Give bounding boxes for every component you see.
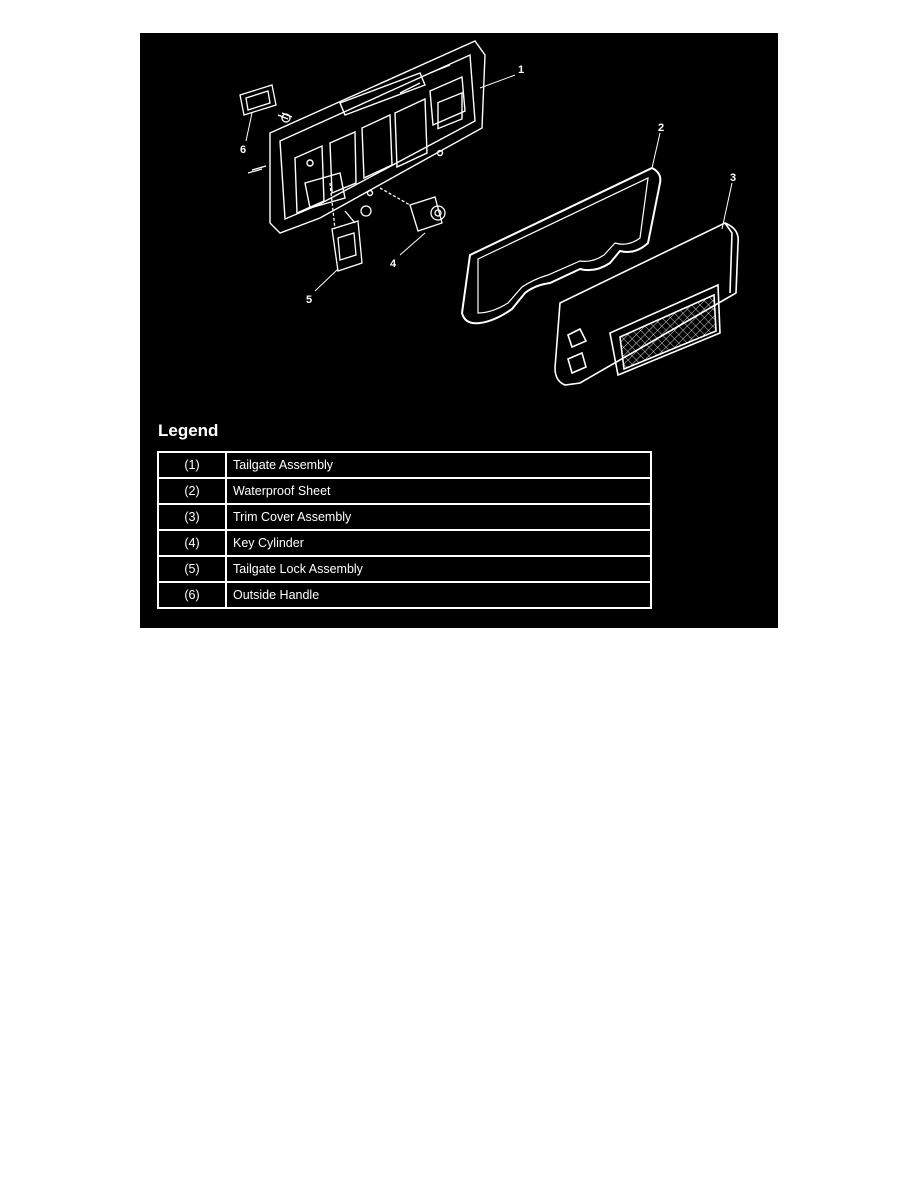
key-cylinder-part <box>380 188 445 231</box>
callout-3: 3 <box>730 172 737 184</box>
legend-row <box>158 504 651 530</box>
legend-label: Waterproof Sheet <box>226 478 651 504</box>
legend-row <box>158 478 651 504</box>
legend-label: Trim Cover Assembly <box>226 504 651 530</box>
legend-label: Tailgate Lock Assembly <box>226 556 651 582</box>
callout-5: 5 <box>306 294 313 306</box>
callout-2: 2 <box>658 122 665 134</box>
legend-row <box>158 556 651 582</box>
legend-number: (1) <box>158 452 226 478</box>
waterproof-sheet-part <box>462 168 660 323</box>
outside-handle-part <box>240 85 292 173</box>
legend-number: (2) <box>158 478 226 504</box>
legend-number: (6) <box>158 582 226 608</box>
callout-4: 4 <box>390 258 397 270</box>
diagram-panel <box>140 33 778 628</box>
callout-6: 6 <box>240 144 247 156</box>
exploded-view-drawing <box>140 33 778 413</box>
legend-table <box>157 451 652 609</box>
legend-label: Key Cylinder <box>226 530 651 556</box>
legend-title: Legend <box>158 421 219 440</box>
callout-1: 1 <box>518 64 525 76</box>
legend-number: (3) <box>158 504 226 530</box>
legend-row <box>158 530 651 556</box>
legend-number: (5) <box>158 556 226 582</box>
legend-label: Tailgate Assembly <box>226 452 651 478</box>
legend-number: (4) <box>158 530 226 556</box>
tailgate-assembly-part <box>270 41 485 233</box>
legend-row <box>158 452 651 478</box>
tailgate-lock-part <box>330 183 371 271</box>
legend-row <box>158 582 651 608</box>
legend-label: Outside Handle <box>226 582 651 608</box>
trim-cover-part <box>555 223 738 385</box>
